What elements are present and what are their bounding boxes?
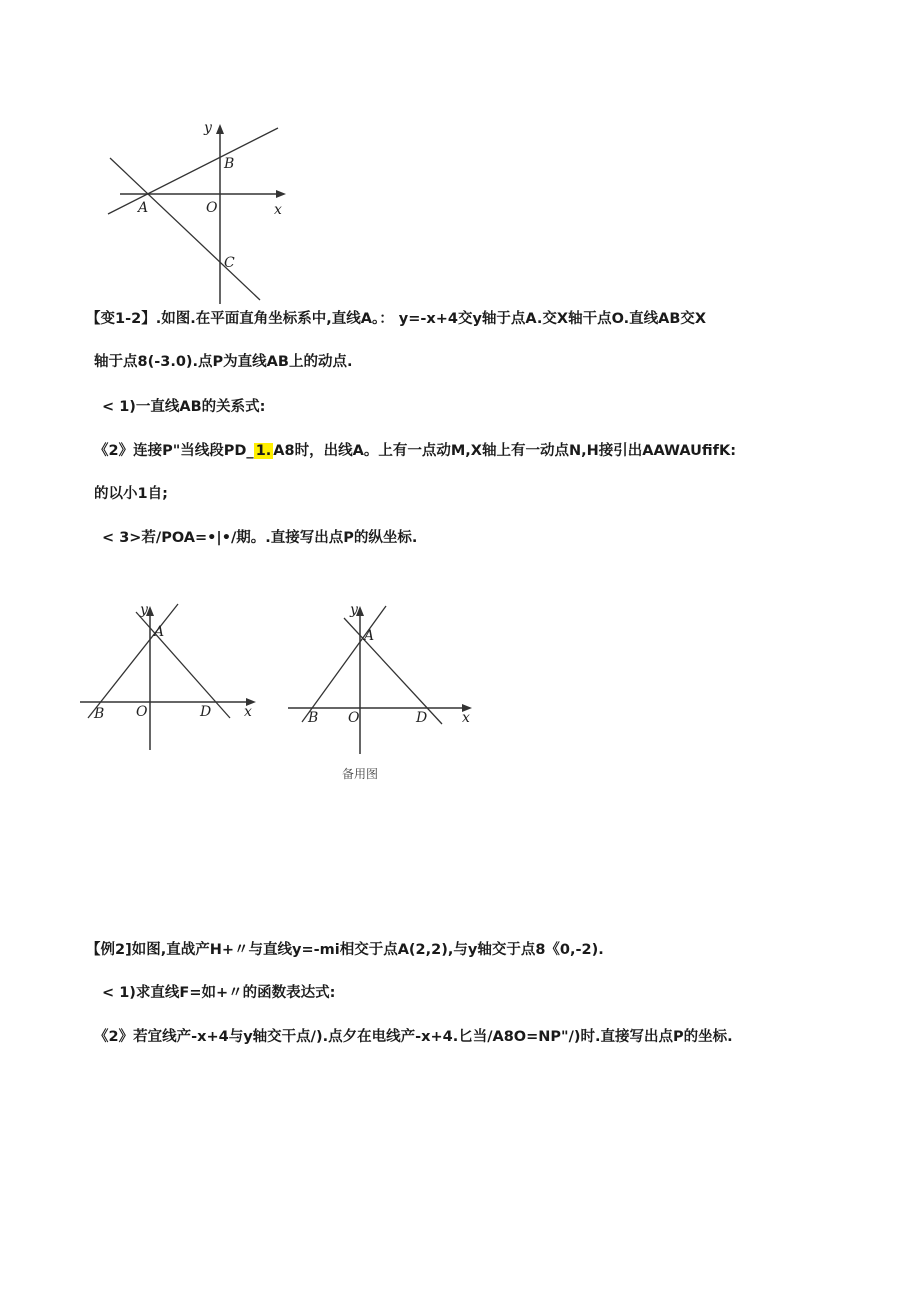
problem-statement-line-1: 【变1-2】.如图.在平面直角坐标系中,直线A。： y=-x+4交y轴于点A.交X轴干点O.直线AB交X (86, 311, 707, 327)
y-axis-label: y (350, 602, 358, 618)
point-c-label: C (224, 255, 235, 271)
figure-1-coordinate-graph (100, 118, 300, 308)
point-d-label: D (416, 710, 428, 726)
x-axis-label: x (462, 710, 470, 726)
example-2-question-2: 《2》若宜线产-x+4与y轴交干点/).点夕在电线产-x+4.匕当/A8O=NP"/)时.直接写出点P的坐标. (94, 1029, 733, 1045)
point-b-label: B (94, 706, 105, 722)
origin-label: O (206, 200, 218, 216)
point-a-label: A (364, 628, 375, 644)
y-axis-label: y (204, 120, 212, 136)
problem-statement-line-2: 轴于点8(-3.0).点P为直线AB上的动点. (94, 354, 353, 370)
origin-label: O (136, 704, 148, 720)
figure-3-backup-graph (286, 598, 486, 788)
question-1: < 1)一直线AB的关系式: (102, 399, 266, 415)
figure-2-coordinate-graph (78, 598, 268, 758)
y-axis-label: y (140, 602, 148, 618)
example-2-statement: 【例2]如图,直战产H+〃与直线y=-mi相交于点A(2,2),与y轴交于点8《0,-2). (86, 942, 604, 958)
point-b-label: B (308, 710, 319, 726)
origin-label: O (348, 710, 360, 726)
point-a-label: A (154, 624, 165, 640)
question-3: < 3>若/POA=•|•/期。.直接写出点P的纵坐标. (102, 530, 418, 546)
question-2-start: 《2》连接P"当线段PD_ (94, 443, 254, 459)
question-2-continuation: 的以小1自; (94, 486, 168, 502)
example-2-question-1: < 1)求直线F=如+〃的函数表达式: (102, 985, 336, 1001)
figure-caption: 备用图 (342, 767, 379, 781)
x-axis-label: x (244, 704, 252, 720)
point-a-label: A (138, 200, 149, 216)
question-2-end: A8时，出线A。上有一点动M,X轴上有一动点N,H接引出AAWAUfifK: (273, 443, 736, 459)
highlighted-text: 1. (255, 443, 272, 459)
point-d-label: D (200, 704, 212, 720)
question-2 (94, 441, 736, 461)
point-b-label: B (224, 156, 235, 172)
x-axis-label: x (274, 202, 282, 218)
